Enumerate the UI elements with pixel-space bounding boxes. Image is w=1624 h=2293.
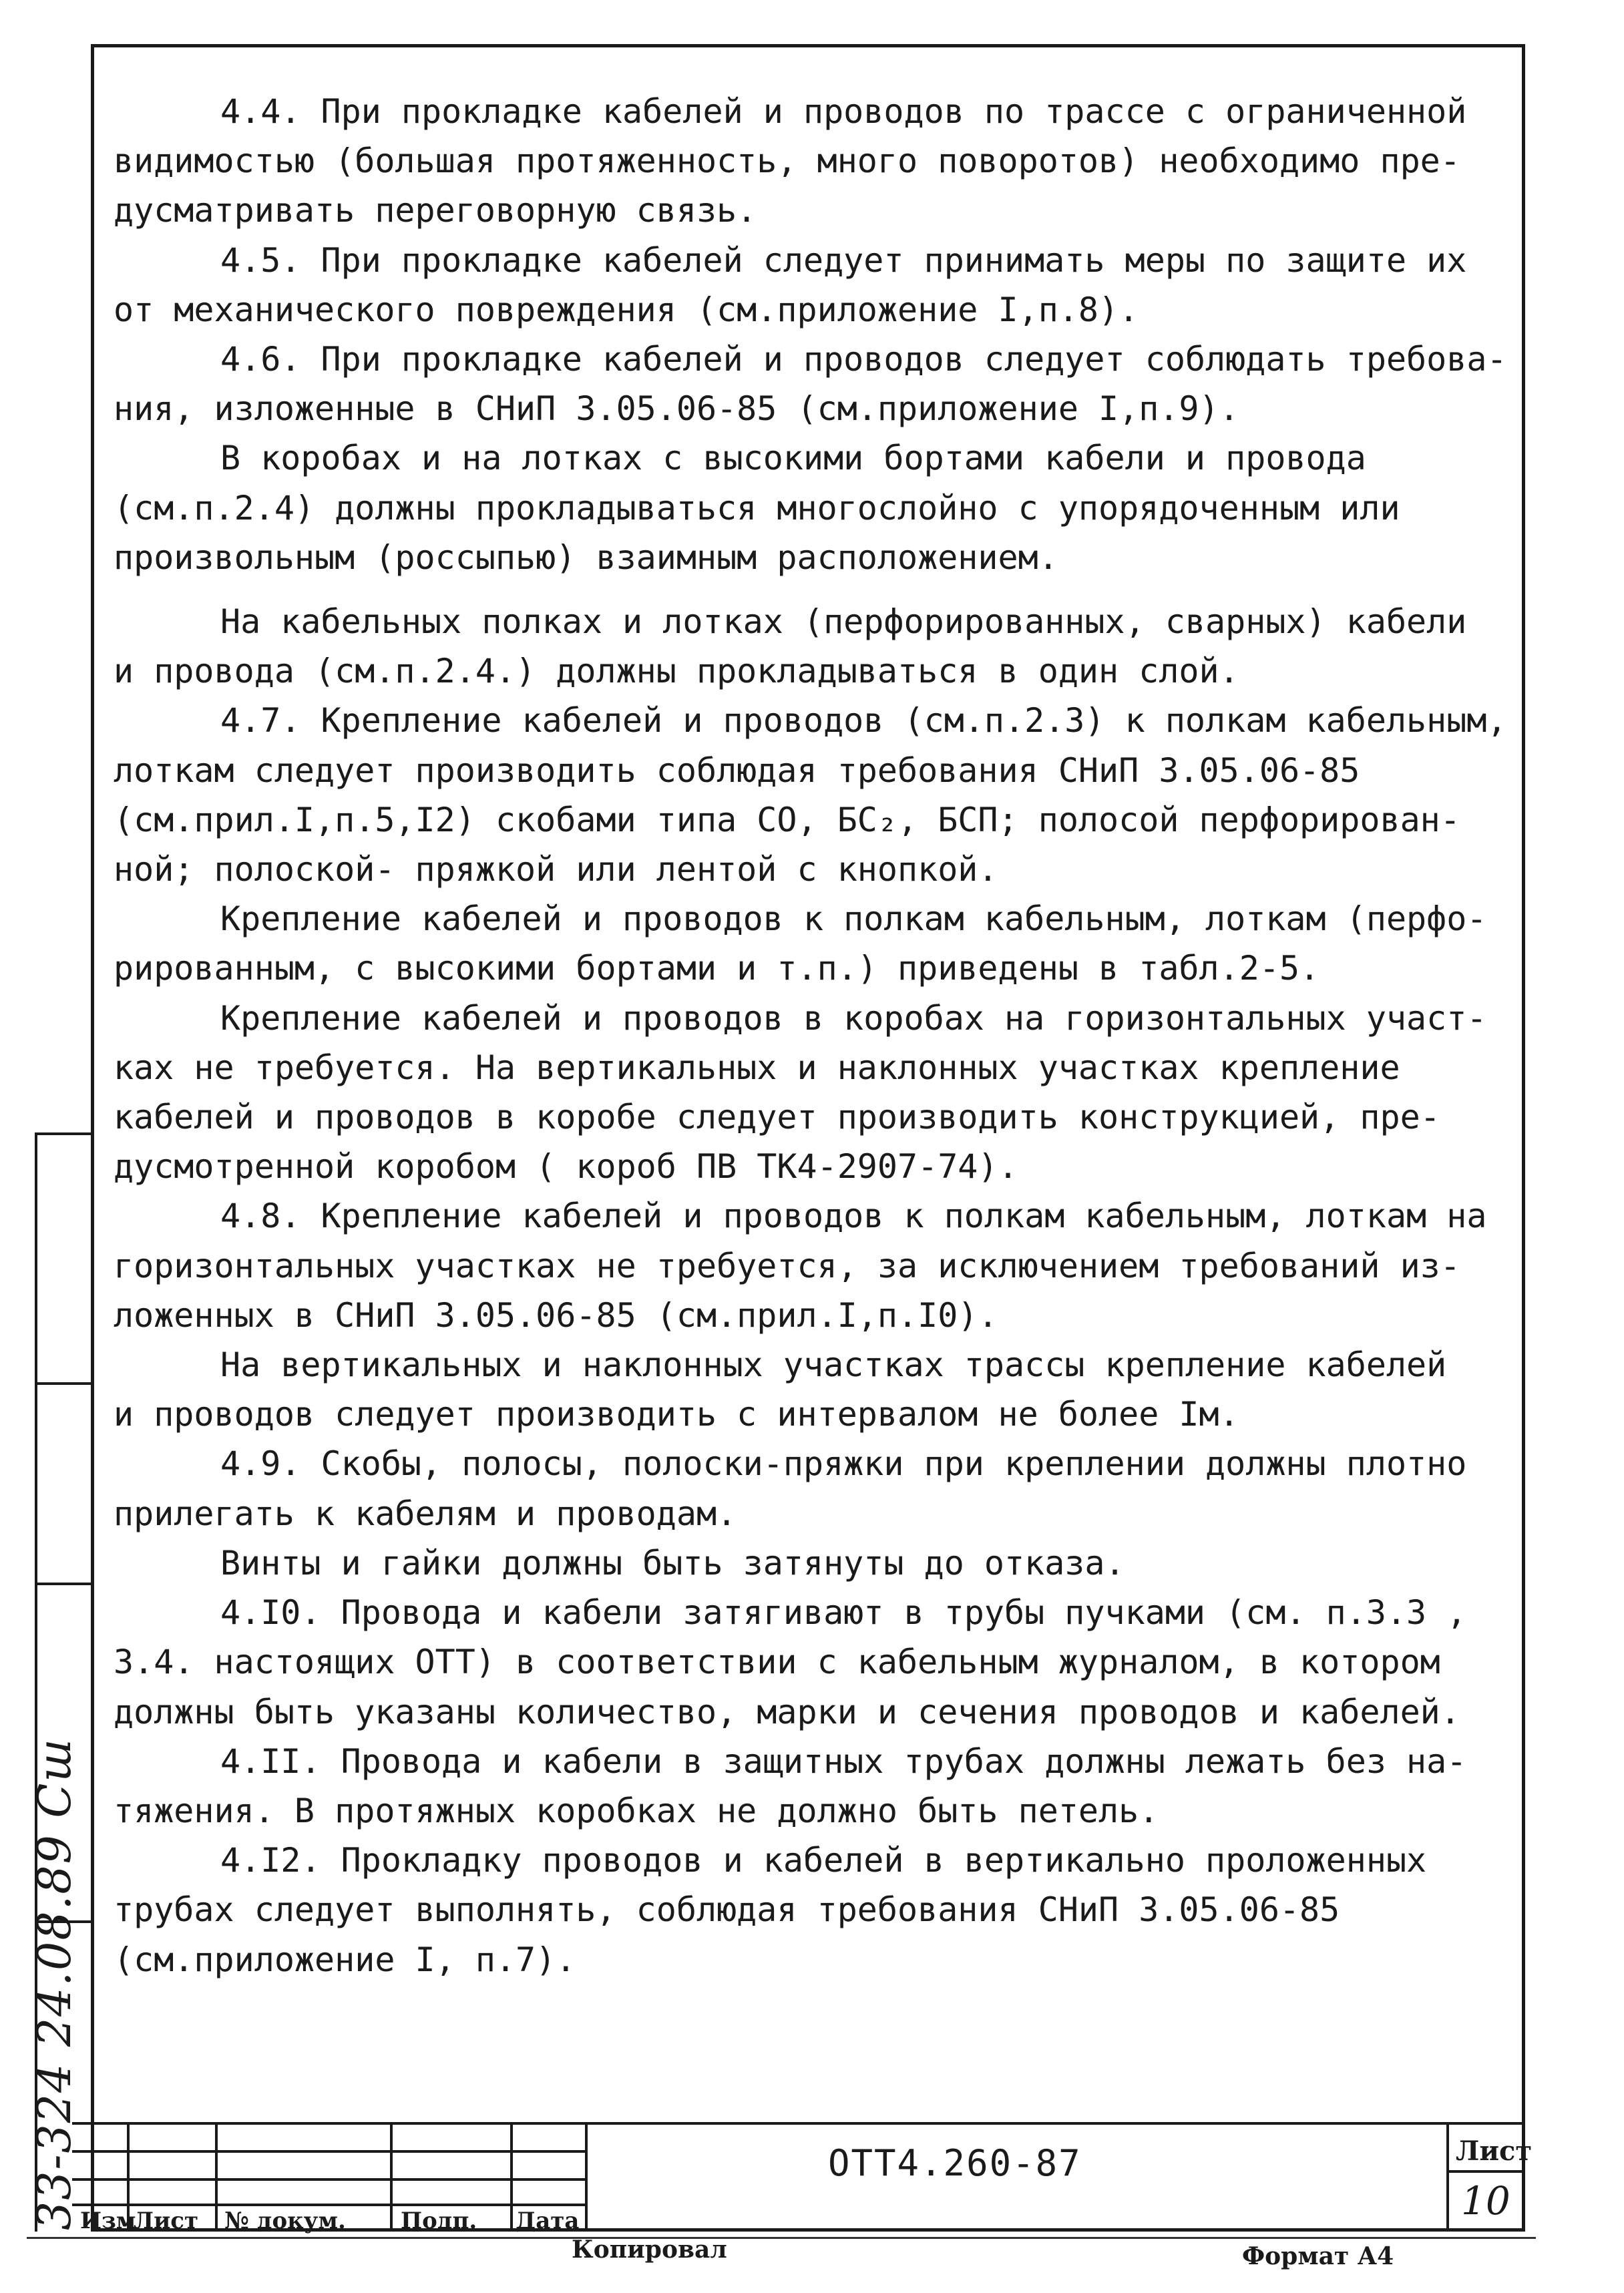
footer-format-label: Формат А4	[1242, 2242, 1394, 2270]
document-body	[114, 87, 1509, 1985]
left-strip-divider	[35, 1132, 94, 1135]
text-line: В коробах и на лотках с высокими бортами кабели и провода	[220, 439, 1366, 478]
col-signature-label: Подп.	[401, 2208, 477, 2234]
paragraph	[114, 1538, 1509, 1588]
paragraph	[114, 433, 1509, 582]
text-line: 4.I2. Прокладку проводов и кабелей в вертикально проложенных	[220, 1841, 1427, 1880]
text-line: произвольным (россыпью) взаимным расположением.	[114, 538, 1058, 577]
title-block-top-rule	[72, 2122, 1525, 2125]
title-block-column	[510, 2122, 513, 2232]
text-line: должны быть указаны количество, марки и сечения проводов и кабелей.	[114, 1692, 1460, 1731]
text-line: от механического повреждения (см.приложение I,п.8).	[114, 290, 1139, 329]
title-block-rule	[72, 2150, 585, 2153]
left-strip-divider	[35, 1382, 94, 1385]
paragraph	[114, 696, 1509, 894]
text-line: На вертикальных и наклонных участках трассы крепление кабелей	[220, 1345, 1447, 1385]
text-line: 4.6. При прокладке кабелей и проводов следует соблюдать требова-	[220, 340, 1507, 379]
text-line: 4.9. Скобы, полосы, полоски-пряжки при креплении должны плотно	[220, 1444, 1467, 1484]
sheet-number: 10	[1461, 2178, 1510, 2224]
col-sheet-label: Лист	[134, 2208, 199, 2234]
document-code: ОТТ4.260-87	[828, 2142, 1082, 2184]
title-block-column	[1446, 2122, 1449, 2232]
text-line: видимостью (большая протяженность, много поворотов) необходимо пре-	[114, 142, 1460, 181]
text-line: Крепление кабелей и проводов к полкам кабельным, лоткам (перфо-	[220, 899, 1487, 939]
text-line: (см.прил.I,п.5,I2) скобами типа СО, БС₂, БСП; полосой перфорирован-	[114, 800, 1460, 839]
text-line: 4.8. Крепление кабелей и проводов к полкам кабельным, лоткам на	[220, 1197, 1487, 1236]
title-block-column	[390, 2122, 393, 2232]
paragraph	[114, 1836, 1509, 1985]
paragraph	[114, 1340, 1509, 1439]
text-line: (см.приложение I, п.7).	[114, 1940, 576, 1979]
footer-rule	[27, 2237, 1536, 2239]
text-line: прилегать к кабелям и проводам.	[114, 1494, 737, 1533]
text-line: горизонтальных участках не требуется, за исключением требований из-	[114, 1246, 1460, 1285]
text-line: Крепление кабелей и проводов в коробах на горизонтальных участ-	[220, 998, 1487, 1038]
paragraph	[114, 1737, 1509, 1836]
text-line: дусматривать переговорную связь.	[114, 191, 757, 230]
text-line: и провода (см.п.2.4.) должны прокладываться в один слой.	[114, 652, 1239, 691]
title-block-rule	[72, 2178, 585, 2181]
footer-copied-label: Копировал	[572, 2236, 727, 2264]
text-line: ках не требуется. На вертикальных и наклонных участках крепление	[114, 1048, 1400, 1087]
text-line: ложенных в СНиП 3.05.06-85 (см.прил.I,п.I0).	[114, 1295, 998, 1335]
text-line: На кабельных полках и лотках (перфорированных, сварных) кабели	[220, 602, 1467, 642]
sheet-label: Лист	[1456, 2135, 1533, 2167]
title-block-rule	[72, 2204, 585, 2206]
text-line: 4.I0. Провода и кабели затягивают в трубы пучками (см. п.3.3 ,	[220, 1593, 1467, 1633]
text-line: кабелей и проводов в коробе следует производить конструкцией, пре-	[114, 1098, 1440, 1137]
title-block-column	[215, 2122, 218, 2232]
text-line: 4.5. При прокладке кабелей следует принимать меры по защите их	[220, 240, 1467, 280]
left-strip-divider	[35, 1583, 94, 1585]
col-change-label: Изм	[80, 2208, 136, 2234]
text-line: ной; полоской- пряжкой или лентой с кнопкой.	[114, 850, 998, 889]
col-date-label: Дата	[516, 2208, 580, 2234]
text-line: 4.4. При прокладке кабелей и проводов по трассе с ограниченной	[220, 92, 1467, 131]
paragraph	[114, 994, 1509, 1192]
title-block-column	[585, 2122, 588, 2232]
paragraph	[114, 335, 1509, 433]
title-block-rule	[1446, 2170, 1525, 2173]
paragraph	[114, 1191, 1509, 1340]
paragraph	[114, 1588, 1509, 1737]
paragraph	[114, 894, 1509, 993]
text-line: дусмотренной коробом ( короб ПВ ТК4-2907-74).	[114, 1147, 1018, 1187]
paragraph	[114, 236, 1509, 335]
text-line: лоткам следует производить соблюдая требования СНиП 3.05.06-85	[114, 751, 1360, 790]
col-doc-no-label: № докум.	[224, 2208, 346, 2234]
paragraph	[114, 1439, 1509, 1538]
paragraph	[114, 87, 1509, 236]
text-line: 4.7. Крепление кабелей и проводов (см.п.2.3) к полкам кабельным,	[220, 701, 1507, 741]
text-line: 4.II. Провода и кабели в защитных трубах должны лежать без на-	[220, 1741, 1467, 1781]
text-line: Винты и гайки должны быть затянуты до отказа.	[220, 1543, 1125, 1583]
text-line: тяжения. В протяжных коробках не должно быть петель.	[114, 1791, 1159, 1830]
text-line: рированным, с высокими бортами и т.п.) приведены в табл.2-5.	[114, 949, 1320, 988]
text-line: трубах следует выполнять, соблюдая требования СНиП 3.05.06-85	[114, 1890, 1340, 1930]
text-line: и проводов следует производить с интервалом не более Iм.	[114, 1395, 1239, 1434]
paragraph	[114, 597, 1509, 696]
text-line: (см.п.2.4) должны прокладываться многослойно с упорядоченным или	[114, 488, 1400, 528]
side-handwritten-stamp: 33-324 24.08.89 Сш	[29, 1737, 81, 2230]
text-line: 3.4. настоящих ОТТ) в соответствии с кабельным журналом, в котором	[114, 1643, 1440, 1682]
text-line: ния, изложенные в СНиП 3.05.06-85 (см.приложение I,п.9).	[114, 389, 1239, 429]
